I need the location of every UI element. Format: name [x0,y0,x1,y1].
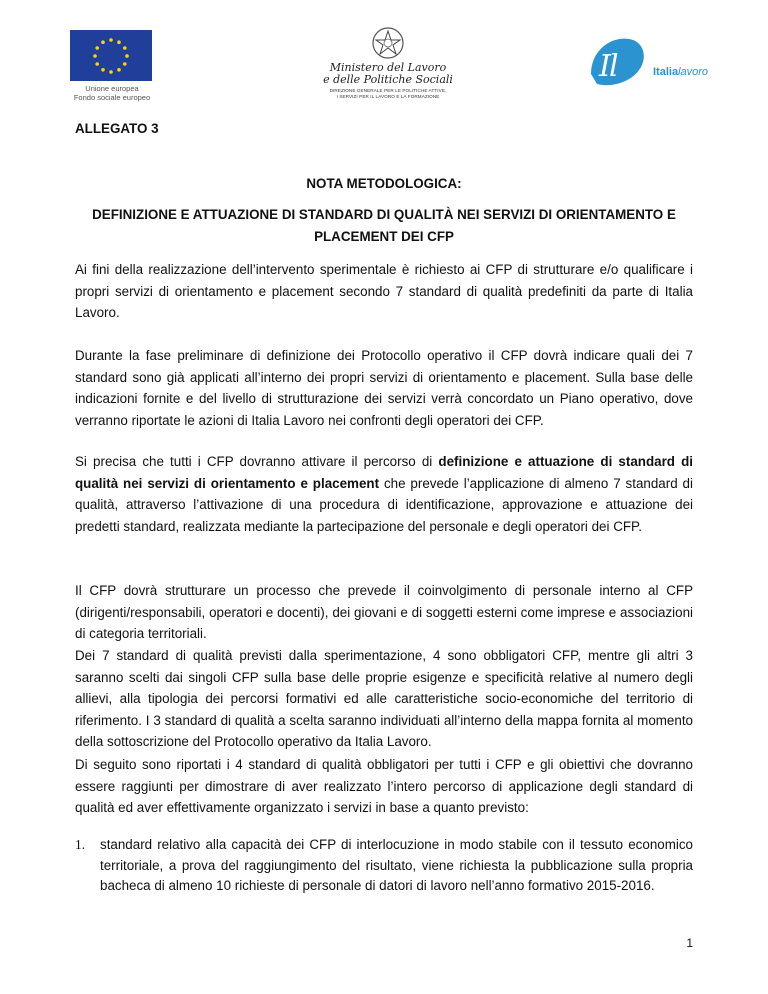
list-item-text: standard relativo alla capacità dei CFP di interlocuzione in modo stabile con il tessuto economico territoriale, a prova del raggiungimento del risultato, viene richiesta la pubblicazione sulla propria bacheca di almeno 10 richieste di personale di datori di lavoro nell’anno formativo 2015-2016. [100,837,693,893]
paragraph-3 [75,451,693,537]
ministry-logo [318,26,458,100]
italialavoro-logo [583,30,723,100]
eu-caption-2: Fondo sociale europeo [73,93,151,102]
paragraph-6: Di seguito sono riportati i 4 standard di qualità obbligatori per tutti i CFP e gli obiettivi che dovranno essere raggiunti per dimostrare di aver realizzato l’intero percorso di applicazione degli standard di qualità ed aver effettivamente organizzato i servizi in base a quanto previsto: [75,757,693,815]
ministry-name-2: e delle Politiche Sociali [323,73,453,86]
eu-logo [70,30,154,102]
eu-flag-icon [70,30,152,81]
italialavoro-mark-icon [583,30,653,100]
svg-text:I: I [599,49,611,84]
nota-heading: NOTA METODOLOGICA: [306,176,462,191]
ministry-sub-1: DIREZIONE GENERALE PER LE POLITICHE ATTIVE, [329,88,447,93]
paragraph-3-b: che prevede l’applicazione di almeno 7 standard di qualità, attraverso l’attivazione di una procedura di identificazione, approvazione e attuazione dei predetti standard, realizzata mediante la partecipazione del personale e degli operatori dei CFP. [75,475,693,534]
italialavoro-text-a: Italia [653,66,679,78]
list-item [75,835,693,897]
ministry-sub-2: I SERVIZI PER IL LAVORO E LA FORMAZIONE [336,94,440,99]
paragraph-3-a: Si precisa che tutti i CFP dovranno attivare il percorso di [75,454,439,469]
definition-heading: DEFINIZIONE E ATTUAZIONE DI STANDARD DI QUALITÀ NEI SERVIZI DI ORIENTAMENTO E PLACEMENT DEI CFP [92,207,676,244]
paragraph-2: Durante la fase preliminare di definizione dei Protocollo operativo il CFP dovrà indicare quali dei 7 standard sono già applicati all’interno dei propri servizi di orientamento e placement. Sulla base delle indicazioni fornite e del livello di strutturazione dei servizi verrà concordato un Piano operativo, dove verranno riportate le azioni di Italia Lavoro nei confronti degli operatori dei CFP. [75,348,693,428]
italian-emblem-icon [371,26,405,60]
italialavoro-text-b: lavoro [678,66,709,78]
paragraph-4: Il CFP dovrà strutturare un processo che prevede il coinvolgimento di personale interno al CFP (dirigenti/responsabili, operatori e docenti), dei giovani e di soggetti esterni come imprese e associazioni di categoria territoriali. [75,583,693,641]
page-number: 1 [686,936,693,950]
paragraph-1: Ai fini della realizzazione dell’intervento sperimentale è richiesto ai CFP di strutturare e/o qualificare i propri servizi di orientamento e placement secondo 7 standard di qualità predefiniti da parte di Italia Lavoro. [75,262,693,320]
paragraph-5: Dei 7 standard di qualità previsti dalla sperimentazione, 4 sono obbligatori CFP, mentre gli altri 3 saranno scelti dai singoli CFP sulla base delle proprie esigenze e specificità relative al numero degli allievi, alla tipologia dei percorsi formativi ed alle caratteristiche socio-economiche del territorio di riferimento. I 3 standard di qualità a scelta saranno individuati all’interno della mappa fornita al momento della sottoscrizione del Protocollo operativo da Italia Lavoro. [75,648,693,749]
allegato-heading: ALLEGATO 3 [75,121,159,136]
eu-caption-1: Unione europea [85,84,139,93]
list-item-number: 1. [75,837,86,852]
ministry-name-1: Ministero del Lavoro [329,61,447,74]
svg-text:l: l [609,49,619,84]
paragraph-3-bold: definizione e attuazione di standard di qualità nei servizi di orientamento e placement [75,454,693,491]
